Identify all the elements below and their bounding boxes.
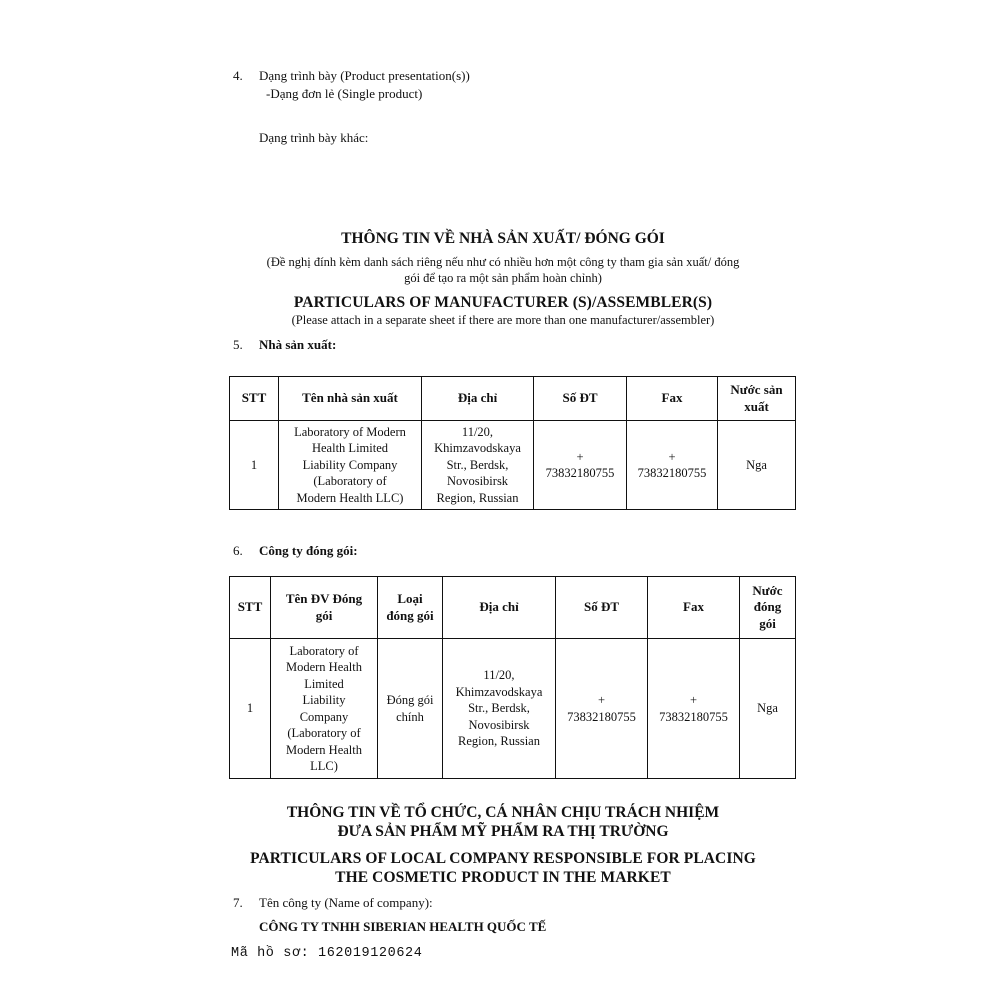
name-line: (Laboratory of	[287, 726, 361, 740]
cell-manufacturer-name	[279, 421, 422, 510]
header-country-line-2: xuất	[744, 398, 769, 414]
fax-plus: +	[689, 693, 698, 707]
fax-plus: +	[668, 449, 676, 464]
header-address: Địa chỉ	[443, 577, 556, 639]
item-6-label: Công ty đóng gói:	[259, 543, 358, 558]
header-address: Địa chỉ	[422, 377, 534, 421]
address-line: Str., Berdsk,	[446, 457, 509, 472]
cell-fax	[627, 421, 718, 510]
type-line: Đóng gói	[386, 693, 434, 707]
cell-address	[443, 639, 556, 779]
cell-phone	[556, 639, 648, 779]
fax-number: 73832180755	[637, 466, 707, 480]
header-stt: STT	[230, 577, 271, 639]
fax-number: 73832180755	[659, 709, 728, 724]
header-packager-name	[271, 577, 378, 639]
manufacturer-note-vi-2: gói để tạo ra một sản phẩm hoàn chỉnh)	[404, 271, 602, 285]
address-line: Khimzavodskaya	[434, 441, 521, 456]
name-line: Liability Company	[302, 457, 398, 472]
header-country-line-1: Nước sản	[730, 382, 783, 397]
item-5-number: 5.	[233, 337, 243, 352]
manufacturer-title-en: PARTICULARS OF MANUFACTURER (S)/ASSEMBLER(S)	[293, 294, 713, 311]
phone-number: 73832180755	[545, 466, 615, 480]
name-line: Laboratory of	[289, 643, 359, 658]
header-fax: Fax	[648, 577, 740, 639]
item-5-label: Nhà sản xuất:	[259, 337, 337, 352]
name-line: (Laboratory of	[313, 474, 387, 489]
name-line: Modern Health LLC)	[296, 490, 404, 505]
header-manufacturer-name: Tên nhà sản xuất	[279, 377, 422, 421]
header-country	[740, 577, 796, 639]
local-title-en-2: THE COSMETIC PRODUCT IN THE MARKET	[335, 869, 671, 886]
name-line: Health Limited	[311, 441, 389, 456]
manufacturer-table-header	[230, 377, 796, 421]
manufacturer-note-en: (Please attach in a separate sheet if there are more than one manufacturer/assembler)	[291, 313, 715, 327]
item-4-label: Dạng trình bày (Product presentation(s))	[259, 68, 470, 83]
dossier-number: 162019120624	[318, 946, 423, 961]
cell-address	[422, 421, 534, 510]
header-stt: STT	[230, 377, 279, 421]
name-line: Company	[299, 709, 349, 724]
item-6-number: 6.	[233, 543, 243, 558]
header-type-line-2: đóng gói	[386, 607, 434, 623]
address-line: Novosibirsk	[446, 474, 509, 489]
cell-country: Nga	[740, 639, 796, 779]
phone-number: 73832180755	[567, 709, 636, 724]
header-type-line-1: Loại	[397, 591, 423, 606]
header-name-line-2: gói	[315, 607, 333, 623]
local-title-en-1: PARTICULARS OF LOCAL COMPANY RESPONSIBLE FOR PLACING	[250, 850, 756, 867]
dossier-code	[231, 946, 422, 961]
cell-phone	[534, 421, 627, 510]
cell-country: Nga	[718, 421, 796, 510]
type-line: chính	[396, 709, 424, 724]
name-line: Modern Health	[285, 742, 363, 757]
item-7-number: 7.	[233, 895, 243, 910]
name-line: Modern Health	[285, 660, 363, 674]
address-line: Region, Russian	[436, 490, 519, 505]
table-row	[230, 421, 796, 510]
address-line: Str., Berdsk,	[468, 701, 530, 716]
cell-packaging-type	[378, 639, 443, 779]
item-7-label: Tên công ty (Name of company):	[259, 895, 433, 910]
name-line: Limited	[304, 676, 344, 691]
local-title-vi-2: ĐƯA SẢN PHẨM MỸ PHẨM RA THỊ TRƯỜNG	[337, 823, 669, 840]
manufacturer-table	[229, 376, 796, 510]
single-product-line: -Dạng đơn lẻ (Single product)	[266, 86, 423, 101]
cell-stt: 1	[230, 639, 271, 779]
header-phone: Số ĐT	[534, 377, 627, 421]
cell-packager-name	[271, 639, 378, 779]
local-title-vi-1: THÔNG TIN VỀ TỔ CHỨC, CÁ NHÂN CHỊU TRÁCH NHIỆM	[286, 804, 720, 821]
header-name-line-1: Tên ĐV Đóng	[285, 591, 363, 606]
header-country-line-3: gói	[759, 615, 776, 631]
phone-plus: +	[597, 693, 606, 707]
name-line: LLC)	[310, 759, 338, 773]
address-line: Khimzavodskaya	[455, 684, 543, 699]
manufacturer-title-vi: THÔNG TIN VỀ NHÀ SẢN XUẤT/ ĐÓNG GÓI	[341, 230, 665, 247]
address-line: 11/20,	[483, 668, 515, 683]
other-presentation-label: Dạng trình bày khác:	[259, 130, 369, 145]
address-line: Novosibirsk	[468, 717, 530, 732]
header-packaging-type	[378, 577, 443, 639]
company-name: CÔNG TY TNHH SIBERIAN HEALTH QUỐC TẾ	[259, 919, 547, 934]
cell-fax	[648, 639, 740, 779]
cell-stt: 1	[230, 421, 279, 510]
address-line: 11/20,	[461, 424, 494, 439]
header-country-line-2: đóng	[753, 599, 782, 615]
header-fax: Fax	[627, 377, 718, 421]
name-line: Liability	[302, 693, 346, 707]
item-4-number: 4.	[233, 68, 243, 83]
header-country-line-1: Nước	[752, 582, 783, 598]
name-line: Laboratory of Modern	[294, 424, 406, 439]
phone-plus: +	[576, 449, 584, 464]
header-phone: Số ĐT	[556, 577, 648, 639]
table-row	[230, 639, 796, 779]
header-country	[718, 377, 796, 421]
packager-table	[229, 576, 796, 779]
dossier-label: Mã hồ sơ:	[231, 946, 310, 961]
manufacturer-note-vi-1: (Đề nghị đính kèm danh sách riêng nếu như có nhiều hơn một công ty tham gia sản xuất/ đóng	[266, 255, 740, 269]
address-line: Region, Russian	[458, 734, 540, 749]
packager-table-header	[230, 577, 796, 639]
